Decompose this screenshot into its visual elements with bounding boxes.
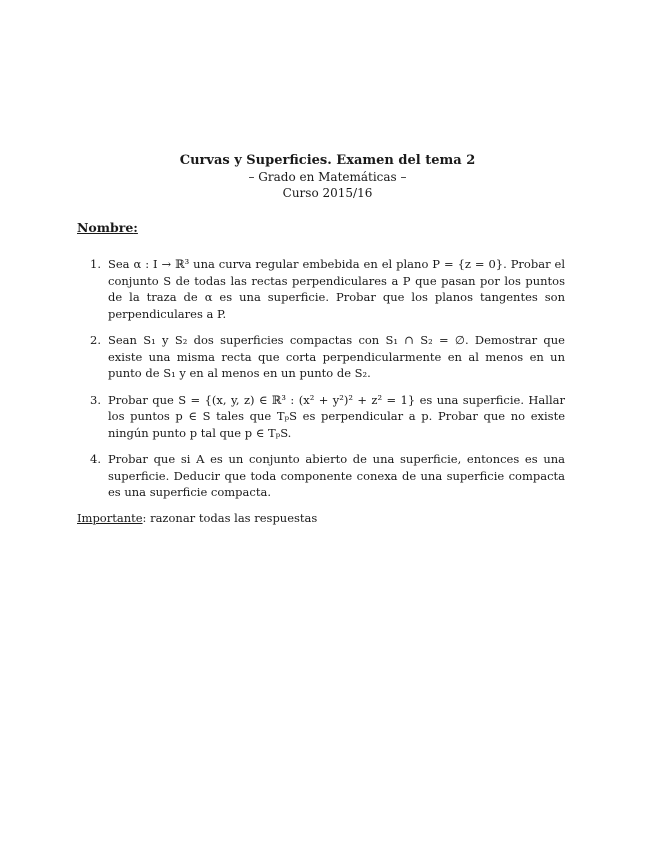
exercise-text: Sean S₁ y S₂ dos superficies compactas con S₁ ∩ S₂ = ∅. Demostrar que existe una misma recta que corta perpendicularmente en al menos en un punto de S₁ y en al menos en un punto de S₂. <box>108 333 565 380</box>
exam-header <box>0 152 655 201</box>
important-label: Importante <box>77 511 143 525</box>
exercise-number: 4. <box>90 452 101 466</box>
exercise-text: Probar que si A es un conjunto abierto de una superficie, entonces es una superficie. Deducir que toda componente conexa de una superficie compacta es una superficie compacta. <box>108 452 565 499</box>
exercise-item <box>90 451 565 501</box>
degree-line: – Grado en Matemáticas – <box>248 170 407 184</box>
exercise-item <box>90 332 565 382</box>
exercise-number: 3. <box>90 392 101 407</box>
important-text: : razonar todas las respuestas <box>142 511 318 525</box>
important-note <box>77 510 317 526</box>
exercise-text: Probar que S = {(x, y, z) ∈ ℝ³ : (x² + y²)² + z² = 1} es una superficie. Hallar los puntos p ∈ S tales que TₚS es perpendicular a p. Probar que no existe ningún punto p tal que p ∈ TₚS. <box>108 392 565 440</box>
exam-title: Curvas y Superficies. Examen del tema 2 <box>179 153 476 168</box>
exercise-number: 1. <box>90 257 101 271</box>
exercise-item <box>90 256 565 322</box>
course-line: Curso 2015/16 <box>282 186 373 200</box>
name-field-label <box>77 220 138 235</box>
exercise-item <box>90 392 565 442</box>
exercise-list <box>90 256 565 511</box>
exercise-number: 2. <box>90 333 101 347</box>
name-label-text: Nombre <box>77 220 134 235</box>
exercise-text: Sea α : I → ℝ³ una curva regular embebida en el plano P = {z = 0}. Probar el conjunto S de todas las rectas perpendiculares a P que pasan por los puntos de la traza de α es una superficie. Probar que los planos tangentes son perpendiculares a P. <box>108 257 565 321</box>
name-label-colon: : <box>133 220 138 235</box>
